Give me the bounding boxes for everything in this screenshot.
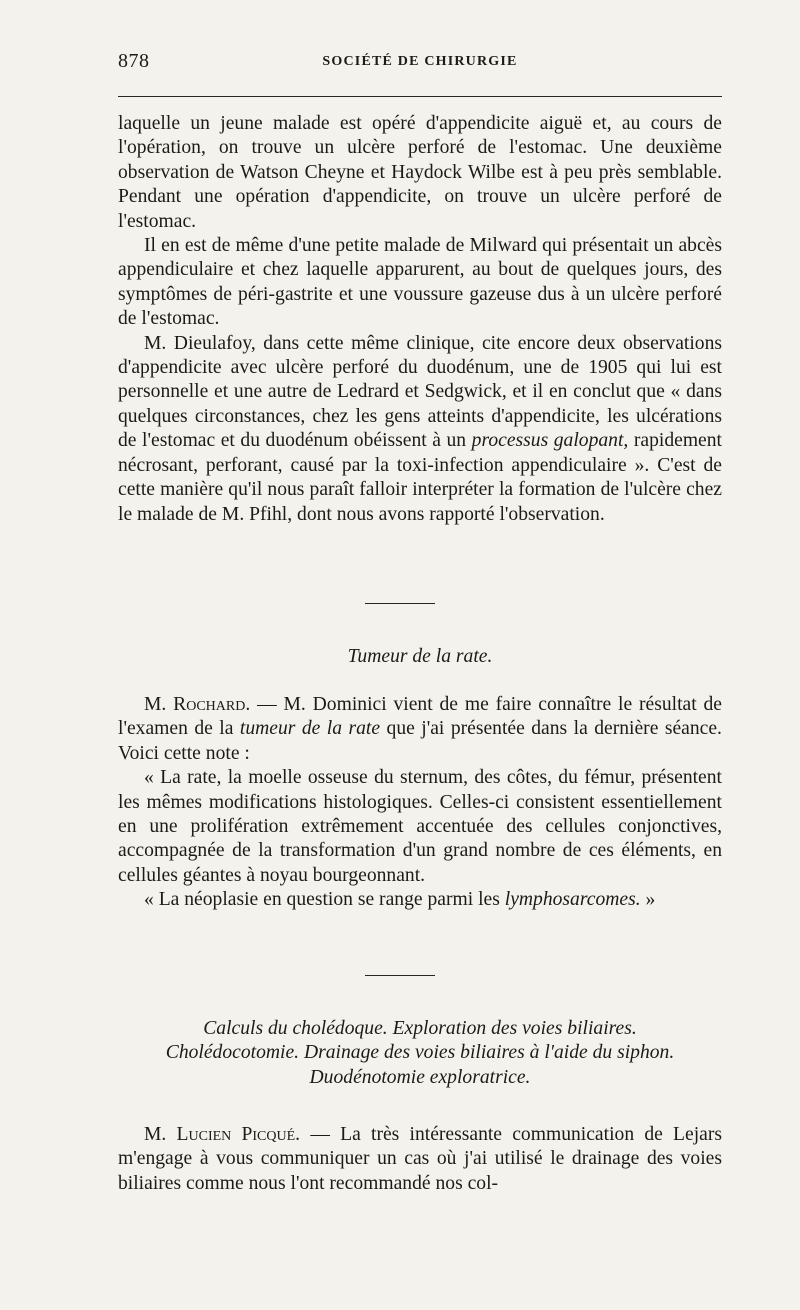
paragraph-quote-neoplasie: [118, 888, 722, 912]
paragraph-quote-rate: « La rate, la moelle osseuse du sternum, des côtes, du fémur, présentent les mêmes modifications histologiques. Celles-ci consistent essentiellement en une prolifération extrêmement accentuée des cellules conjonctives, accompagnée de la transformation d'un grand nombre de ces éléments, en cellules géantes à noyau bourgeonnant.: [118, 767, 722, 886]
text-run: »: [645, 889, 656, 911]
speaker-name: M. Lucien Picqué.: [144, 1124, 301, 1145]
text-run: — La très intéressante communication de Lejars m'engage à vous communiquer un cas où j'ai utilisé le drainage des voies biliaires comme nous l'ont recommandé nos col-: [118, 1124, 723, 1194]
page-number: 878: [118, 50, 150, 72]
text-run: rapidement nécrosant, perforant, causé par la toxi-infection appendiculaire ». C'est de cette manière qu'il nous paraît falloir interpréter la formation de l'ulcère chez le malade de M. Pfihl, dont nous avons rapporté l'observation.: [118, 430, 722, 525]
italic-phrase: processus galopant,: [471, 430, 629, 452]
section-title-rate: Tumeur de la rate.: [347, 646, 493, 667]
section-title-choledoque: [118, 1017, 722, 1090]
italic-phrase: tumeur de la rate: [239, 718, 381, 740]
text-block-2: [118, 693, 722, 913]
journal-title: SOCIÉTÉ DE CHIRURGIE: [322, 54, 518, 69]
paragraph-continued: laquelle un jeune malade est opéré d'appendicite aiguë et, au cours de l'opération, on trouve un ulcère perforé de l'estomac. Une deuxième observation de Watson Cheyne et Haydock Wilbe est à peu près semblable. Pendant une opération d'appendicite, on trouve un ulcère perforé de l'estomac.: [118, 113, 722, 232]
text-run: — M. Dominici vient de me faire connaître le résultat de l'examen de la: [118, 694, 722, 740]
section-title-line: Cholédocotomie. Drainage des voies biliaires à l'aide du siphon.: [165, 1042, 675, 1064]
section-title-line: Calculs du cholédoque. Exploration des voies biliaires.: [203, 1018, 637, 1039]
running-head: [118, 50, 722, 74]
text-run: que j'ai présentée dans la dernière séance. Voici cette note :: [118, 718, 722, 764]
paragraph-milward: Il en est de même d'une petite malade de Milward qui présentait un abcès appendiculaire et chez laquelle apparurent, au bout de quelques jours, des symptômes de péri-gastrite et une voussure gazeuse dus à un ulcère perforé de l'estomac.: [118, 235, 722, 330]
speaker-name: M. Rochard.: [144, 694, 251, 715]
text-block-1: [118, 112, 722, 527]
header-rule: [118, 96, 722, 97]
section-separator: [365, 975, 435, 976]
text-block-3: [118, 1123, 722, 1196]
section-title-line: Duodénotomie exploratrice.: [309, 1066, 531, 1088]
paragraph-dieulafoy: [118, 332, 722, 527]
italic-phrase: lymphosarcomes.: [504, 889, 641, 911]
paragraph-rochard: [118, 693, 722, 766]
paragraph-picque: [118, 1123, 722, 1196]
text-run: « La néoplasie en question se range parmi les: [144, 889, 500, 911]
section-separator: [365, 603, 435, 604]
text-run: M. Dieulafoy, dans cette même clinique, cite encore deux observations d'appendicite avec ulcère perforé du duodénum, une de 1905 qui lui est personnelle et une autre de Ledrard et Sedgwick, et il en conclut que « dans quelques circonstances, chez les gens atteints d'appendicite, les ulcérations de l'estomac et du duodénum obéissent à un: [118, 332, 722, 452]
